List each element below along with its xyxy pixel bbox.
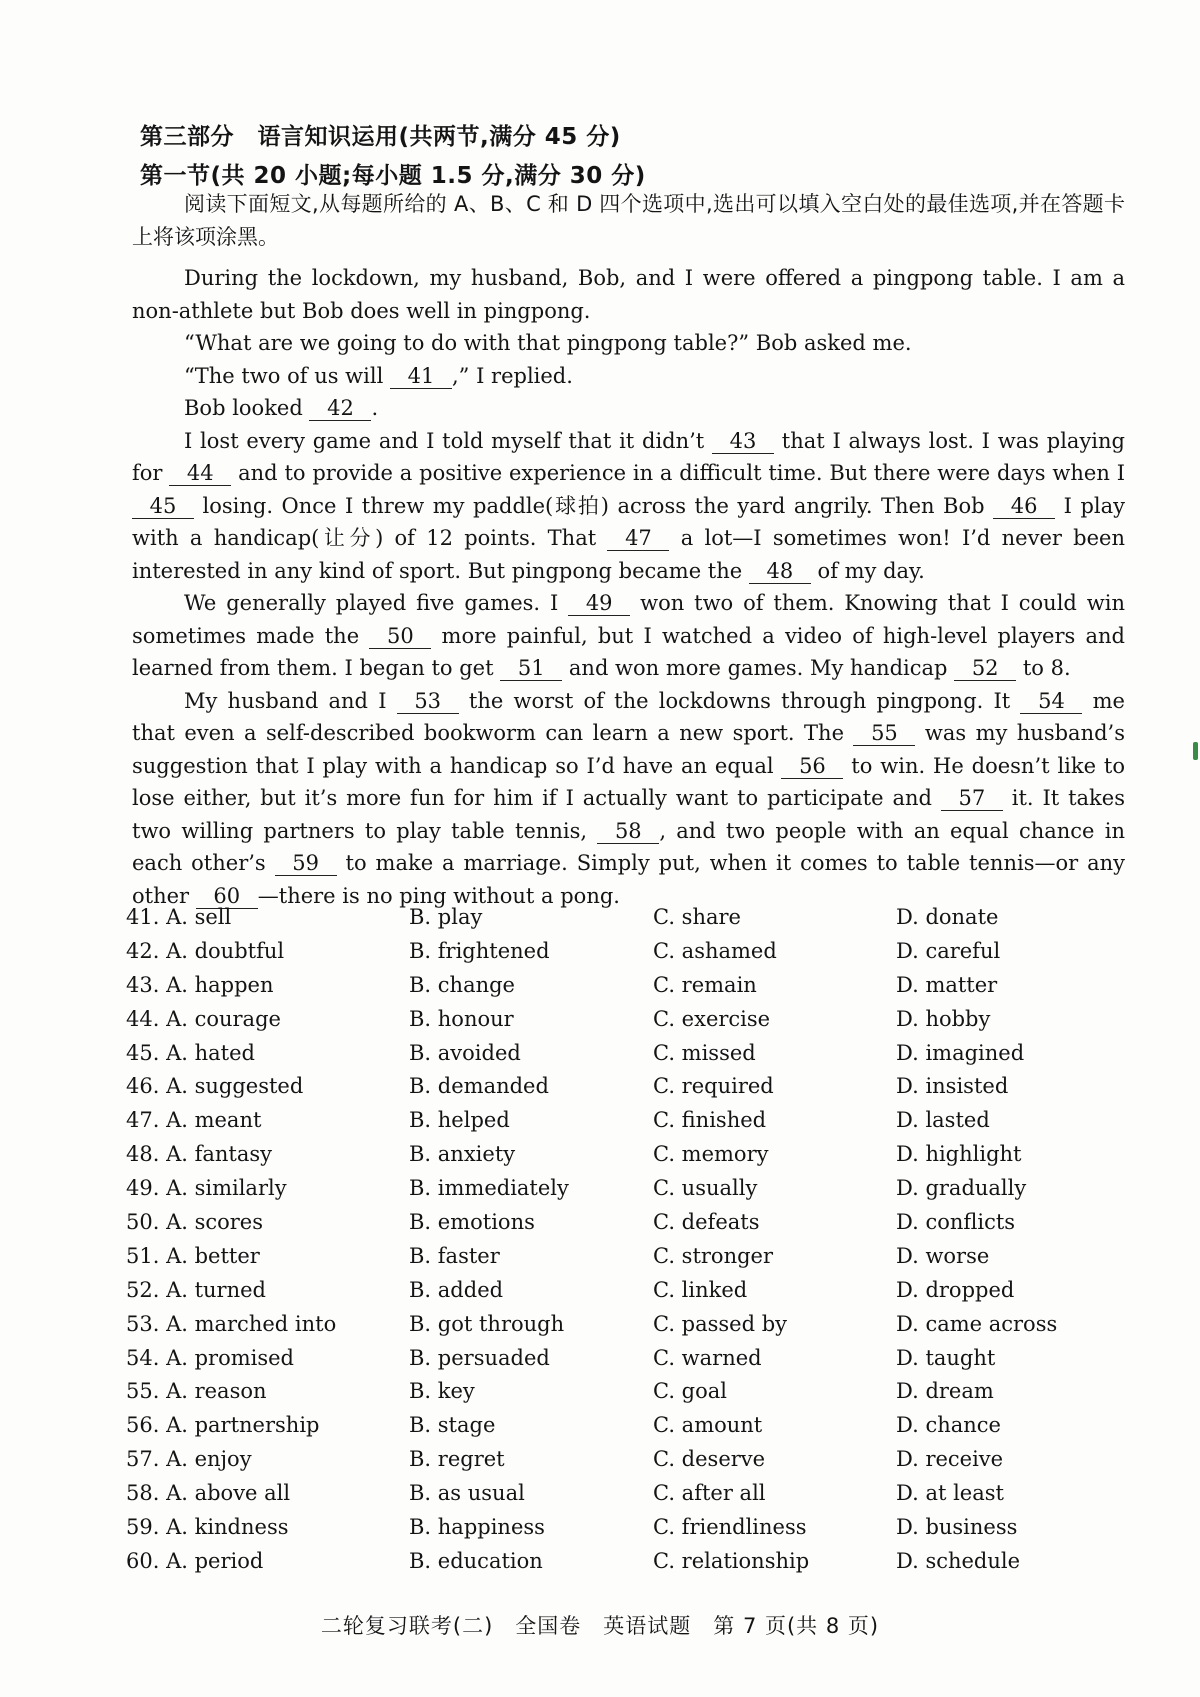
question-row	[126, 1374, 1126, 1408]
passage-text: to 8.	[1016, 656, 1071, 680]
passage-text: me that even a self-described bookworm can learn a new sport. The	[132, 688, 1125, 745]
option-b: B. stage	[409, 1413, 496, 1438]
option-c: C. after all	[653, 1481, 766, 1506]
blank-60: 60	[196, 884, 258, 909]
passage-text: During the lockdown, my husband, Bob, and I were offered a pingpong table. I am a non-athlete but Bob does well in pingpong.	[132, 266, 1125, 323]
question-row	[126, 1171, 1126, 1205]
option-b: B. demanded	[409, 1074, 549, 1099]
passage-text: to win. He doesn’t like to lose either, but it’s more fun for him if I actually want to participate and	[132, 753, 1125, 810]
passage-text: the worst of the lockdowns through pingpong. It	[458, 688, 1021, 713]
edge-mark	[1193, 742, 1198, 760]
option-d: D. receive	[896, 1447, 1004, 1472]
option-d: D. gradually	[896, 1176, 1027, 1201]
option-a: 54. A. promised	[126, 1345, 294, 1370]
cloze-passage	[132, 262, 1125, 912]
option-b: B. change	[409, 972, 515, 997]
option-c: C. friendliness	[653, 1514, 807, 1539]
option-c: C. defeats	[653, 1209, 760, 1234]
option-a: 48. A. fantasy	[126, 1142, 273, 1167]
blank-47: 47	[607, 526, 669, 551]
passage-paragraph	[132, 327, 1125, 360]
option-a: 55. A. reason	[126, 1379, 267, 1404]
option-b: B. happiness	[409, 1514, 545, 1539]
option-b: B. faster	[409, 1243, 500, 1268]
option-b: B. as usual	[409, 1481, 525, 1506]
blank-49: 49	[568, 591, 630, 616]
passage-text: —there is no ping without a pong.	[257, 883, 620, 908]
option-a: 57. A. enjoy	[126, 1447, 252, 1472]
option-c: C. usually	[653, 1176, 758, 1201]
option-b: B. honour	[409, 1006, 514, 1031]
option-c: C. remain	[653, 972, 757, 997]
question-row	[126, 1341, 1126, 1375]
option-a: 41. A. sell	[126, 904, 232, 929]
option-d: D. imagined	[896, 1040, 1025, 1065]
blank-55: 55	[853, 721, 915, 746]
passage-paragraph	[132, 685, 1125, 913]
option-b: B. education	[409, 1548, 543, 1573]
option-b: B. immediately	[409, 1176, 569, 1201]
option-a: 42. A. doubtful	[126, 938, 285, 963]
option-b: B. play	[409, 904, 483, 929]
option-a: 47. A. meant	[126, 1108, 262, 1133]
passage-text: My husband and I	[184, 688, 397, 713]
question-row	[126, 1036, 1126, 1070]
blank-58: 58	[597, 819, 659, 844]
option-c: C. passed by	[653, 1311, 788, 1336]
question-row	[126, 1103, 1126, 1137]
option-a: 60. A. period	[126, 1548, 264, 1573]
option-d: D. lasted	[896, 1108, 990, 1133]
blank-46: 46	[993, 494, 1055, 519]
blank-51: 51	[500, 656, 562, 681]
passage-text: won two of them. Knowing that I could win sometimes made the	[132, 591, 1125, 648]
passage-text: , and two people with an equal chance in each other’s	[132, 818, 1125, 875]
option-c: C. missed	[653, 1040, 756, 1065]
passage-text: and won more games. My handicap	[562, 656, 955, 680]
option-d: D. dream	[896, 1379, 994, 1404]
passage-text: “The two of us will	[184, 363, 390, 388]
passage-paragraph	[132, 392, 1125, 425]
option-d: D. taught	[896, 1345, 996, 1370]
passage-text: was my husband’s suggestion that I play with a handicap so I’d have an equal	[132, 721, 1125, 778]
option-b: B. emotions	[409, 1209, 535, 1234]
question-row	[126, 1137, 1126, 1171]
option-c: C. share	[653, 904, 741, 929]
question-row	[126, 1442, 1126, 1476]
question-row	[126, 1408, 1126, 1442]
options-list	[126, 900, 1126, 1578]
question-row	[126, 1273, 1126, 1307]
blank-41: 41	[390, 364, 452, 389]
question-row	[126, 1002, 1126, 1036]
option-c: C. relationship	[653, 1548, 810, 1573]
passage-text: We generally played five games. I	[184, 591, 569, 615]
option-d: D. donate	[896, 904, 999, 929]
passage-text: that I always lost. I was playing for	[132, 428, 1125, 485]
question-row	[126, 1476, 1126, 1510]
option-a: 56. A. partnership	[126, 1413, 320, 1438]
option-a: 46. A. suggested	[126, 1074, 304, 1099]
option-d: D. insisted	[896, 1074, 1009, 1099]
question-row	[126, 934, 1126, 968]
option-c: C. deserve	[653, 1447, 766, 1472]
passage-text: .	[371, 396, 379, 420]
option-c: C. exercise	[653, 1006, 771, 1031]
passage-text: more painful, but I watched a video of high-level players and learned from them. I began to get	[132, 623, 1125, 680]
option-c: C. warned	[653, 1345, 762, 1370]
option-b: B. avoided	[409, 1040, 521, 1065]
passage-paragraph	[132, 360, 1125, 393]
option-d: D. matter	[896, 972, 998, 997]
page-footer: 二轮复习联考(二) 全国卷 英语试题 第 7 页(共 8 页)	[320, 1614, 880, 1638]
blank-54: 54	[1020, 689, 1082, 714]
option-c: C. finished	[653, 1108, 767, 1133]
blank-53: 53	[397, 689, 459, 714]
option-c: C. required	[653, 1074, 774, 1099]
option-d: D. highlight	[896, 1142, 1022, 1167]
option-d: D. conflicts	[896, 1209, 1016, 1234]
option-d: D. at least	[896, 1481, 1004, 1506]
passage-text: losing. Once I threw my paddle(球拍) across the yard angrily. Then Bob	[194, 493, 994, 518]
passage-text: “What are we going to do with that pingpong table?” Bob asked me.	[184, 331, 912, 355]
blank-43: 43	[712, 429, 774, 454]
option-a: 51. A. better	[126, 1243, 260, 1268]
option-c: C. stronger	[653, 1243, 774, 1268]
blank-56: 56	[781, 754, 843, 779]
passage-paragraph	[132, 425, 1125, 588]
passage-text: and to provide a positive experience in a difficult time. But there were days when I	[231, 461, 1125, 485]
passage-text: to make a marriage. Simply put, when it comes to table tennis—or any other	[132, 851, 1125, 908]
blank-59: 59	[275, 851, 337, 876]
option-b: B. frightened	[409, 938, 550, 963]
option-b: B. helped	[409, 1108, 510, 1133]
option-c: C. goal	[653, 1379, 727, 1404]
passage-text: of my day.	[810, 558, 925, 583]
blank-52: 52	[954, 656, 1016, 681]
blank-44: 44	[169, 461, 231, 486]
option-b: B. persuaded	[409, 1345, 550, 1370]
instructions: 阅读下面短文,从每题所给的 A、B、C 和 D 四个选项中,选出可以填入空白处的最佳选项,并在答题卡上将该项涂黑。	[132, 192, 1125, 249]
passage-paragraph	[132, 587, 1125, 685]
question-row	[126, 1307, 1126, 1341]
option-b: B. anxiety	[409, 1142, 516, 1167]
option-d: D. chance	[896, 1413, 1001, 1438]
blank-50: 50	[369, 624, 431, 649]
passage-paragraph	[132, 262, 1125, 327]
option-d: D. worse	[896, 1243, 990, 1268]
option-b: B. added	[409, 1277, 504, 1302]
passage-text: Bob looked	[184, 396, 310, 420]
option-c: C. ashamed	[653, 938, 777, 963]
blank-48: 48	[749, 559, 811, 584]
option-c: C. memory	[653, 1142, 769, 1167]
question-row	[126, 1544, 1126, 1578]
question-row	[126, 1510, 1126, 1544]
option-d: D. came across	[896, 1311, 1058, 1336]
option-a: 59. A. kindness	[126, 1514, 289, 1539]
option-d: D. careful	[896, 938, 1001, 963]
option-a: 45. A. hated	[126, 1040, 255, 1065]
option-c: C. amount	[653, 1413, 763, 1438]
option-b: B. regret	[409, 1447, 505, 1472]
option-c: C. linked	[653, 1277, 748, 1302]
question-row	[126, 1205, 1126, 1239]
section-title: 第三部分 语言知识运用(共两节,满分 45 分)	[140, 124, 621, 150]
option-a: 44. A. courage	[126, 1006, 281, 1031]
blank-45: 45	[132, 494, 194, 519]
option-d: D. schedule	[896, 1548, 1021, 1573]
option-a: 49. A. similarly	[126, 1176, 287, 1201]
option-a: 50. A. scores	[126, 1209, 264, 1234]
passage-text: I play with a handicap(让分) of 12 points. That	[132, 493, 1125, 550]
option-d: D. business	[896, 1514, 1018, 1539]
option-a: 43. A. happen	[126, 972, 274, 997]
question-row	[126, 1239, 1126, 1273]
option-b: B. key	[409, 1379, 475, 1404]
passage-text: I lost every game and I told myself that it didn’t	[184, 428, 713, 453]
option-a: 53. A. marched into	[126, 1311, 337, 1336]
question-row	[126, 968, 1126, 1002]
blank-42: 42	[309, 396, 371, 421]
option-d: D. hobby	[896, 1006, 991, 1031]
passage-text: ,” I replied.	[451, 363, 573, 388]
subsection-title: 第一节(共 20 小题;每小题 1.5 分,满分 30 分)	[140, 163, 646, 189]
option-a: 58. A. above all	[126, 1481, 291, 1506]
option-d: D. dropped	[896, 1277, 1015, 1302]
question-row	[126, 900, 1126, 934]
passage-text: a lot—I sometimes won! I’d never been interested in any kind of sport. But pingpong became the	[132, 526, 1125, 583]
option-b: B. got through	[409, 1311, 565, 1336]
blank-57: 57	[941, 786, 1003, 811]
question-row	[126, 1069, 1126, 1103]
passage-text: it. It takes two willing partners to play table tennis,	[132, 786, 1125, 843]
option-a: 52. A. turned	[126, 1277, 266, 1302]
